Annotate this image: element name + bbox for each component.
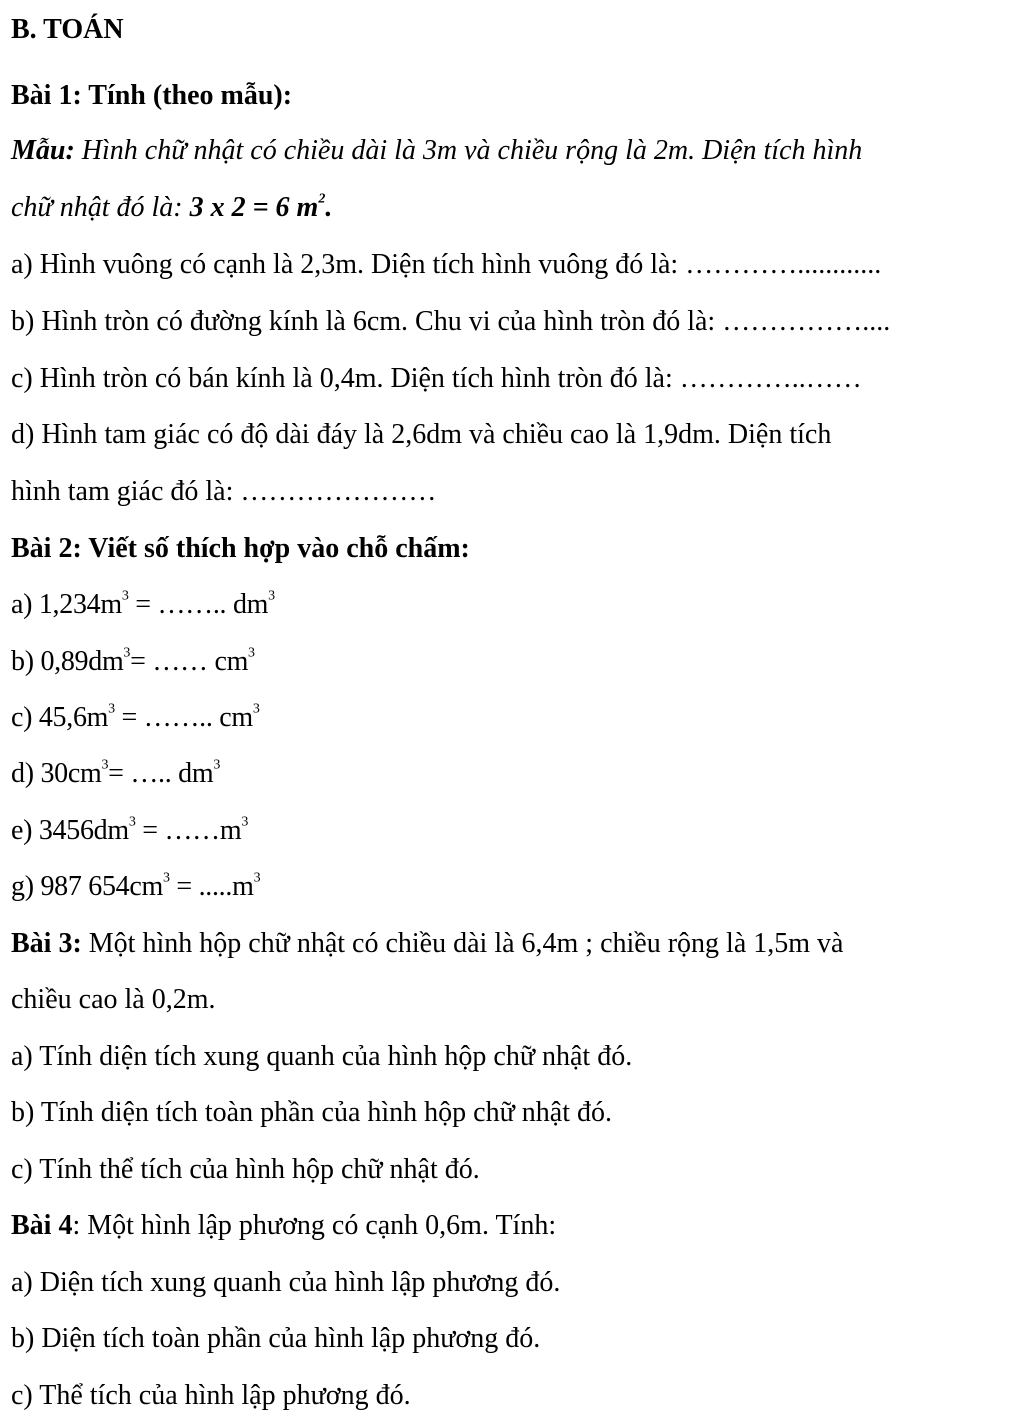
- item-unit-exponent: 3: [213, 757, 221, 773]
- example-label: Mẫu:: [11, 135, 75, 166]
- bai1-item-b: b) Hình tròn có đường kính là 6cm. Chu vi của hình tròn đó là: ……………....: [11, 306, 891, 337]
- item-unit-exponent: 3: [241, 814, 249, 830]
- item-equals: =: [114, 702, 144, 733]
- item-unit: cm: [219, 702, 253, 733]
- item-label: c): [11, 702, 39, 733]
- example-formula-end: .: [325, 192, 333, 223]
- bai4-item-a: a) Diện tích xung quanh của hình lập phương đó.: [11, 1267, 561, 1298]
- bai2-item: [11, 644, 255, 680]
- item-label: e): [11, 815, 39, 846]
- bai4-item-b: b) Diện tích toàn phần của hình lập phương đó.: [11, 1323, 541, 1354]
- item-equals: =: [130, 646, 153, 677]
- item-blank: ……..: [143, 702, 220, 733]
- item-label: d): [11, 758, 41, 789]
- example-formula-exponent: 2: [318, 191, 326, 207]
- item-label: b): [11, 646, 41, 677]
- example-formula: 3 x 2 = 6 m: [189, 192, 319, 223]
- item-left: 30cm: [40, 758, 102, 789]
- bai4-intro: [11, 1208, 556, 1244]
- item-equals: =: [108, 758, 131, 789]
- bai2-item: [11, 756, 220, 792]
- bai4-item-c: c) Thể tích của hình lập phương đó.: [11, 1380, 411, 1411]
- bai1-item-d-line2: hình tam giác đó là: …………………: [11, 476, 437, 507]
- bai2-item: [11, 869, 260, 905]
- bai2-item: [11, 587, 275, 623]
- example-text-line2: chữ nhật đó là:: [11, 192, 190, 223]
- item-blank: ……: [152, 646, 215, 677]
- item-blank: .....: [198, 871, 233, 902]
- item-equals: =: [135, 815, 165, 846]
- bai1-example-line1: [11, 133, 862, 169]
- example-text-line1: Hình chữ nhật có chiều dài là 3m và chiều rộng là 2m. Diện tích hình: [74, 135, 863, 166]
- bai1-example-line2: [11, 190, 332, 226]
- bai1-item-d-line1: d) Hình tam giác có độ dài đáy là 2,6dm và chiều cao là 1,9dm. Diện tích: [11, 419, 832, 450]
- item-unit-exponent: 3: [248, 645, 255, 661]
- item-unit: m: [219, 815, 242, 846]
- item-blank: ……..: [157, 589, 233, 620]
- item-left-exponent: 3: [121, 588, 129, 604]
- item-left: 1,234m: [38, 589, 122, 620]
- item-left: 0,89dm: [40, 646, 124, 677]
- item-unit: dm: [178, 758, 214, 789]
- item-unit: dm: [232, 589, 269, 620]
- item-equals: =: [128, 589, 158, 620]
- bai4-text: : Một hình lập phương có cạnh 0,6m. Tính:: [72, 1210, 557, 1241]
- item-left-exponent: 3: [162, 870, 170, 886]
- item-left: 3456dm: [38, 815, 129, 846]
- bai2-item: [11, 700, 260, 736]
- bai4-label: Bài 4: [11, 1210, 73, 1241]
- item-left: 45,6m: [38, 702, 109, 733]
- item-unit-exponent: 3: [268, 588, 275, 604]
- bai3-text-line1: Một hình hộp chữ nhật có chiều dài là 6,4m ; chiều rộng là 1,5m và: [81, 928, 844, 959]
- bai3-intro-line1: [11, 926, 843, 962]
- item-blank: …..: [130, 758, 179, 789]
- bai2-title: Bài 2: Viết số thích hợp vào chỗ chấm:: [11, 533, 470, 564]
- item-label: a): [11, 589, 39, 620]
- item-left-exponent: 3: [101, 757, 109, 773]
- item-unit: cm: [214, 646, 249, 677]
- bai1-item-a: a) Hình vuông có cạnh là 2,3m. Diện tích hình vuông đó là: …………............: [11, 249, 882, 280]
- item-unit-exponent: 3: [253, 870, 261, 886]
- item-left-exponent: 3: [108, 701, 115, 717]
- item-left-exponent: 3: [123, 645, 131, 661]
- section-heading: B. TOÁN: [11, 14, 124, 45]
- bai1-title: Bài 1: Tính (theo mẫu):: [11, 80, 293, 111]
- item-left-exponent: 3: [128, 814, 136, 830]
- item-label: g): [11, 871, 41, 902]
- item-blank: ……: [164, 815, 220, 846]
- bai3-item-b: b) Tính diện tích toàn phần của hình hộp chữ nhật đó.: [11, 1097, 612, 1128]
- bai3-item-a: a) Tính diện tích xung quanh của hình hộp chữ nhật đó.: [11, 1041, 633, 1072]
- bai1-item-c: c) Hình tròn có bán kính là 0,4m. Diện tích hình tròn đó là: …………..……: [11, 363, 862, 394]
- item-unit: m: [232, 871, 254, 902]
- item-left: 987 654cm: [40, 871, 163, 902]
- bai3-item-c: c) Tính thể tích của hình hộp chữ nhật đó.: [11, 1154, 480, 1185]
- bai2-item: [11, 813, 248, 849]
- bai3-intro-line2: chiều cao là 0,2m.: [11, 984, 216, 1015]
- item-equals: =: [169, 871, 199, 902]
- bai3-label: Bài 3:: [11, 928, 82, 959]
- item-unit-exponent: 3: [252, 701, 260, 717]
